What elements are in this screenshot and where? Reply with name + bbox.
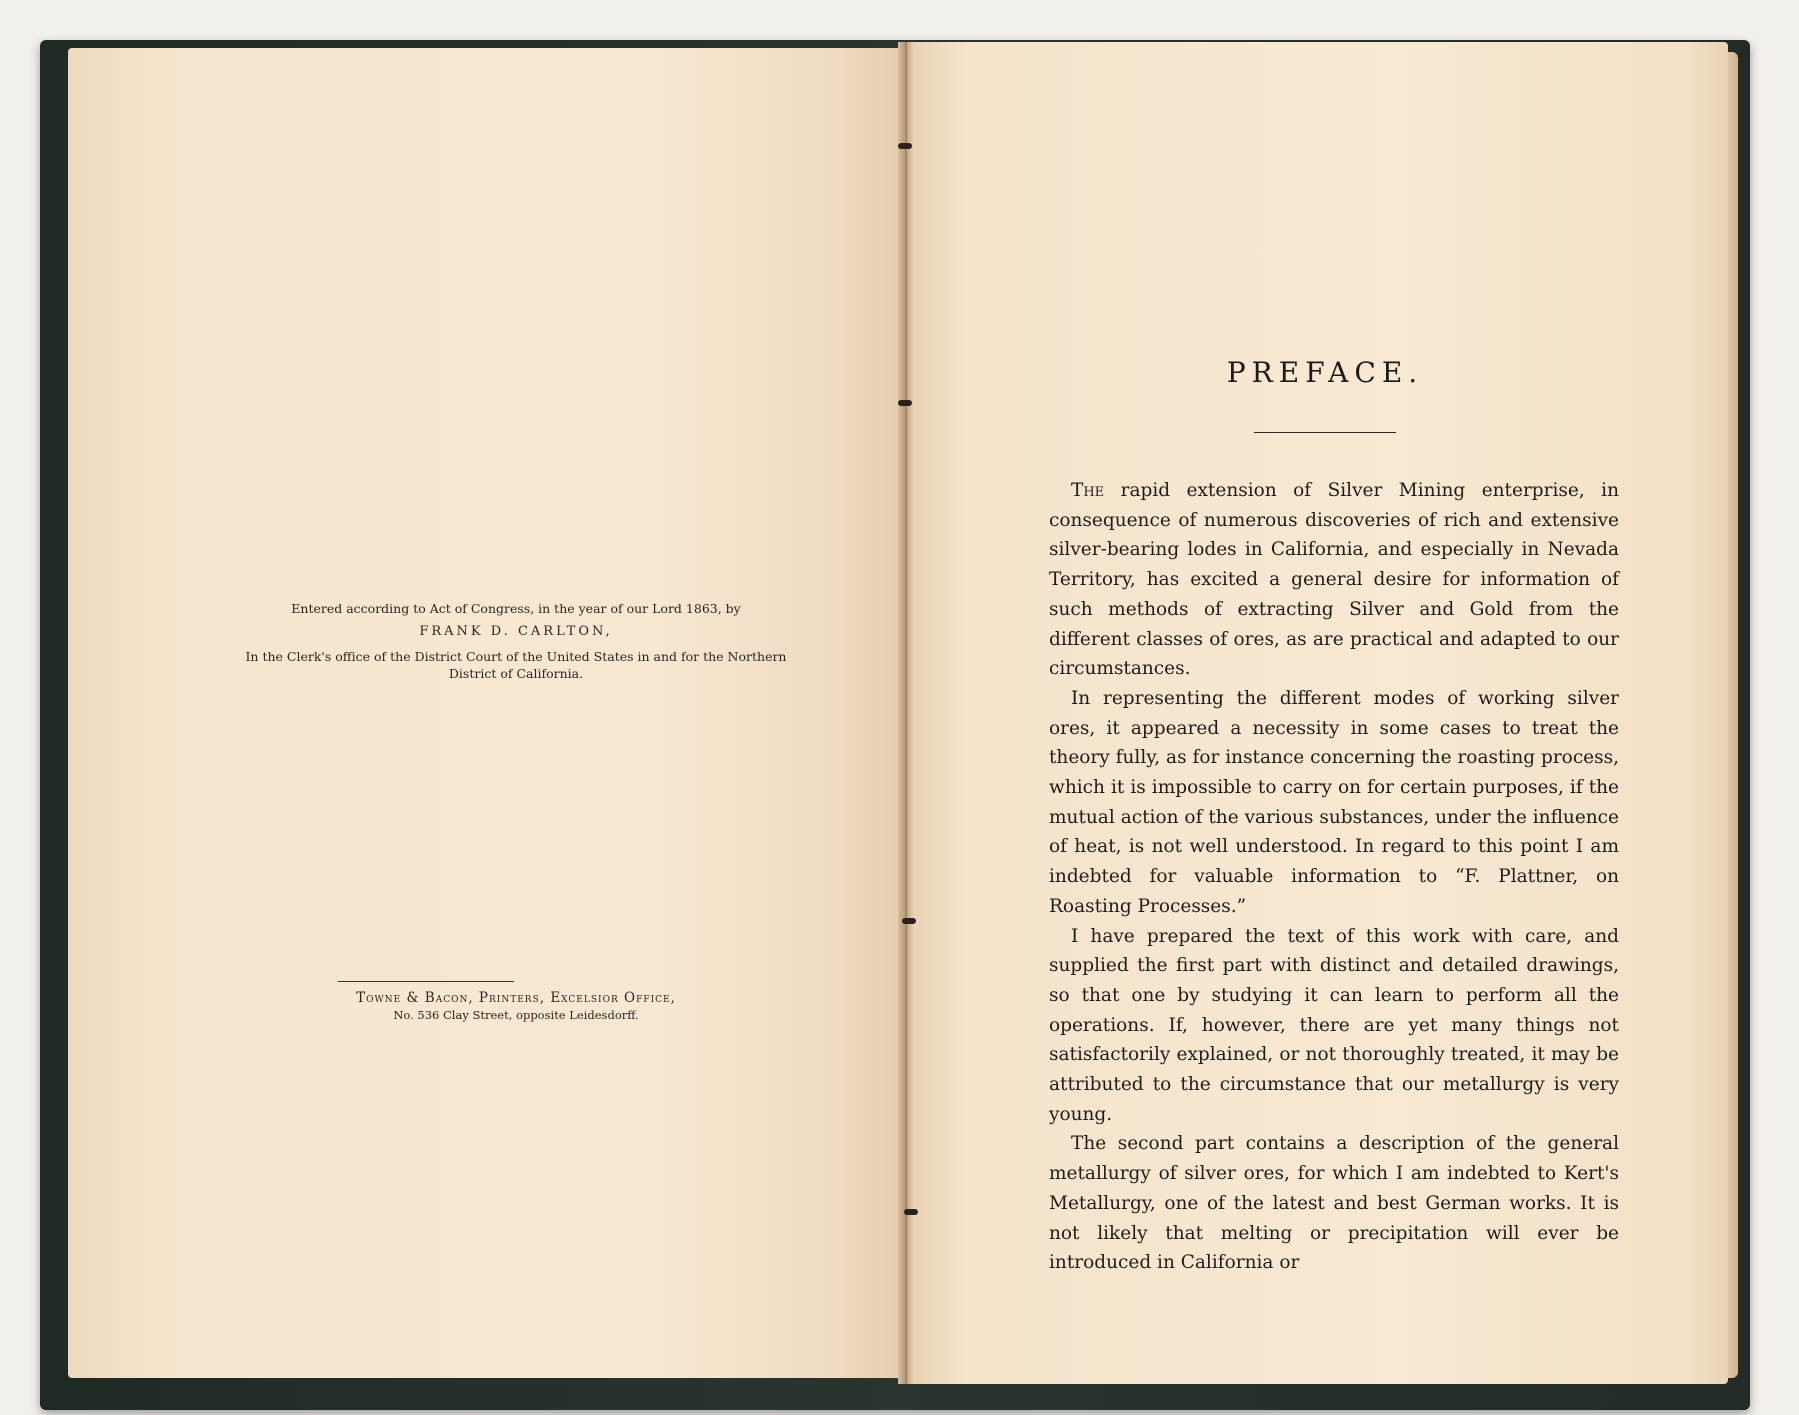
printer-address: No. 536 Clay Street, opposite Leidesdorff. xyxy=(393,1008,639,1022)
preface-title: PREFACE. xyxy=(1226,356,1424,389)
title-divider xyxy=(1254,432,1396,433)
preface-body xyxy=(1049,476,1619,1278)
paragraph-text: rapid extension of Silver Mining enterprise, in consequence of numerous discoveries of rich and extensive silver-bearing lodes in California, and especially in Nevada Territory, has excited a general desire for information of such methods of extracting Silver and Gold from the different classes of ores, as are practical and adapted to our circumstances. xyxy=(1049,480,1619,680)
preface-paragraph xyxy=(1049,684,1619,922)
paragraph-text: The second part contains a description of the general metallurgy of silver ores, for which I am indebted to Kert's Metallurgy, one of the latest and best German works. It is not likely that melting or precipitation will ever be introduced in California or xyxy=(1049,1133,1619,1274)
binding-stitch xyxy=(898,400,912,406)
printer-imprint xyxy=(226,990,806,1024)
binding-stitch xyxy=(898,143,912,149)
copyright-notice xyxy=(226,600,806,682)
printer-firm: Towne & Bacon, Printers, Excelsior Office, xyxy=(356,990,676,1006)
book-gutter xyxy=(898,42,914,1384)
printer-divider xyxy=(338,981,514,982)
copyright-entered: Entered according to Act of Congress, in the year of our Lord 1863, by xyxy=(291,601,741,616)
copyright-holder: FRANK D. CARLTON, xyxy=(419,624,613,639)
binding-stitch xyxy=(904,1209,918,1215)
binding-stitch xyxy=(902,918,916,924)
preface-paragraph xyxy=(1049,476,1619,684)
copyright-clerk: In the Clerk's office of the District Court of the United States in and for the Northern District of California. xyxy=(245,649,787,681)
paragraph-lead: The xyxy=(1071,480,1105,501)
paragraph-text: I have prepared the text of this work with care, and supplied the first part with distinct and detailed drawings, so that one by studying it can learn to perform all the operations. If, however, there are yet many things not satisfactorily explained, or not thoroughly treated, it may be attributed to the circumstance that our metallurgy is very young. xyxy=(1049,925,1619,1125)
left-page xyxy=(68,48,904,1378)
preface-paragraph xyxy=(1049,1129,1619,1278)
preface-paragraph xyxy=(1049,922,1619,1130)
paragraph-text: In representing the different modes of working silver ores, it appeared a necessity in some cases to treat the theory fully, as for instance concerning the roasting process, which it is impossible to carry on for certain purposes, if the mutual action of the various substances, under the influence of heat, is not well understood. In regard to this point I am indebted for valuable information to “F. Plattner, on Roasting Processes.” xyxy=(1049,687,1619,917)
